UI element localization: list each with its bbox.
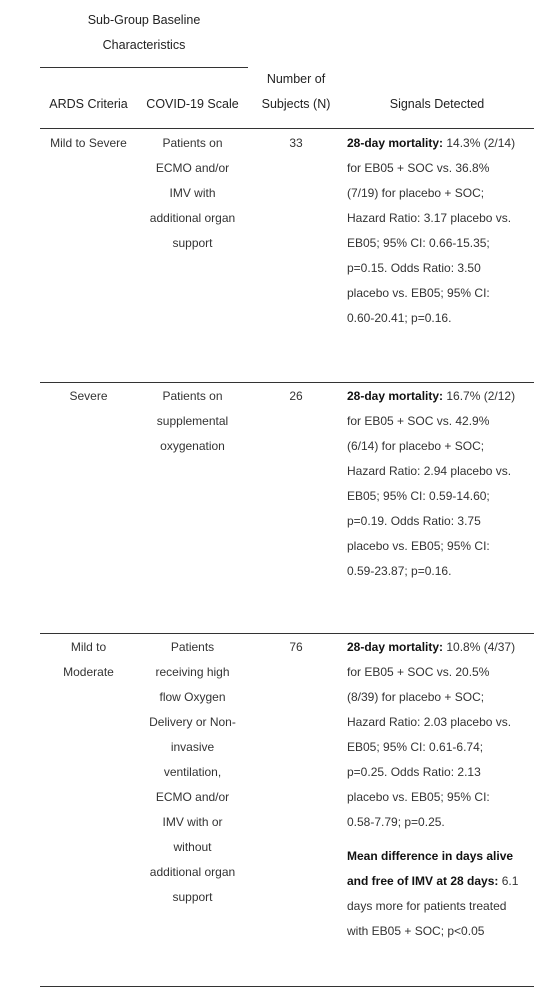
cell-line: Patients on xyxy=(162,136,223,150)
signal-line: (6/14) for placebo + SOC; xyxy=(347,439,485,453)
subgroup-header-rule xyxy=(40,67,248,68)
cell-signals-detected xyxy=(347,131,534,331)
cell-covid-scale xyxy=(137,384,248,459)
cell-number-of-subjects: 33 xyxy=(289,136,303,150)
column-header-number-line2: Subjects (N) xyxy=(261,97,331,111)
table-header-rule xyxy=(40,128,534,129)
cell-line: receiving high xyxy=(155,665,230,679)
signal-label: 28-day mortality: xyxy=(347,640,444,654)
signal-paragraph xyxy=(347,131,534,331)
cell-line: Mild to Severe xyxy=(50,136,127,150)
signal-line: EB05; 95% CI: 0.59-14.60; xyxy=(347,489,490,503)
cell-line: Moderate xyxy=(63,665,114,679)
signal-paragraph xyxy=(347,635,534,835)
cell-line: additional organ xyxy=(149,865,236,879)
cell-line: Patients on xyxy=(162,389,223,403)
signal-label: Mean difference in days alive and free of IMV at 28 days: xyxy=(347,849,514,888)
signal-line: 6.1 xyxy=(498,874,519,888)
cell-line: support xyxy=(172,236,213,250)
cell-covid-scale xyxy=(137,131,248,256)
cell-ards-criteria xyxy=(40,384,137,409)
signal-line: 16.7% (2/12) xyxy=(443,389,516,403)
cell-line: Mild to xyxy=(70,640,107,654)
signal-label: 28-day mortality: xyxy=(347,136,444,150)
table-bottom-rule xyxy=(40,986,534,987)
signal-line: placebo vs. EB05; 95% CI: xyxy=(347,539,490,553)
signal-line: for EB05 + SOC vs. 36.8% xyxy=(347,161,490,175)
cell-line: IMV with xyxy=(169,186,216,200)
signal-line: 0.59-23.87; p=0.16. xyxy=(347,564,452,578)
cell-line: ECMO and/or xyxy=(155,161,230,175)
signal-line: for EB05 + SOC vs. 20.5% xyxy=(347,665,490,679)
cell-line: flow Oxygen xyxy=(159,690,226,704)
cell-line: oxygenation xyxy=(160,439,225,453)
cell-covid-scale xyxy=(137,635,248,910)
column-header-signals-detected: Signals Detected xyxy=(389,97,485,111)
signal-line: placebo vs. EB05; 95% CI: xyxy=(347,286,490,300)
cell-line: without xyxy=(173,840,212,854)
signal-line: EB05; 95% CI: 0.61-6.74; xyxy=(347,740,484,754)
signal-paragraph xyxy=(347,384,534,584)
cell-line: Patients xyxy=(170,640,215,654)
signal-line: 10.8% (4/37) xyxy=(443,640,516,654)
cell-ards-criteria xyxy=(40,131,137,156)
cell-line: invasive xyxy=(170,740,215,754)
signal-line: Hazard Ratio: 2.94 placebo vs. xyxy=(347,464,512,478)
cell-line: ECMO and/or xyxy=(155,790,230,804)
cell-line: supplemental xyxy=(156,414,229,428)
cell-number-of-subjects: 26 xyxy=(289,389,303,403)
column-header-ards-criteria: ARDS Criteria xyxy=(49,97,128,111)
cell-line: Severe xyxy=(69,389,108,403)
subgroup-header-line1: Sub-Group Baseline xyxy=(87,13,201,27)
signal-line: (7/19) for placebo + SOC; xyxy=(347,186,485,200)
signal-line: for EB05 + SOC vs. 42.9% xyxy=(347,414,490,428)
cell-signals-detected xyxy=(347,635,534,944)
column-header-number-of-subjects xyxy=(250,67,342,117)
signal-line: EB05; 95% CI: 0.66-15.35; xyxy=(347,236,490,250)
cell-line: support xyxy=(172,890,213,904)
cell-line: additional organ xyxy=(149,211,236,225)
column-header-number-line1: Number of xyxy=(266,72,326,86)
signal-line: (8/39) for placebo + SOC; xyxy=(347,690,485,704)
table-row-rule xyxy=(40,382,534,383)
signal-line: 0.58-7.79; p=0.25. xyxy=(347,815,445,829)
signal-line: placebo vs. EB05; 95% CI: xyxy=(347,790,490,804)
cell-line: ventilation, xyxy=(163,765,222,779)
signal-paragraph xyxy=(347,844,534,944)
signal-line: p=0.15. Odds Ratio: 3.50 xyxy=(347,261,481,275)
signal-line: with EB05 + SOC; p<0.05 xyxy=(347,924,485,938)
signal-line: p=0.25. Odds Ratio: 2.13 xyxy=(347,765,481,779)
signal-line: days more for patients treated xyxy=(347,899,507,913)
signal-line: 0.60-20.41; p=0.16. xyxy=(347,311,452,325)
cell-line: IMV with or xyxy=(162,815,223,829)
signal-label: 28-day mortality: xyxy=(347,389,444,403)
cell-line: Delivery or Non- xyxy=(149,715,236,729)
column-header-covid-scale: COVID-19 Scale xyxy=(146,97,239,111)
cell-signals-detected xyxy=(347,384,534,584)
cell-ards-criteria xyxy=(40,635,137,685)
subgroup-header xyxy=(40,8,248,58)
signal-line: 14.3% (2/14) xyxy=(443,136,516,150)
signal-line: Hazard Ratio: 2.03 placebo vs. xyxy=(347,715,512,729)
table-row-rule xyxy=(40,633,534,634)
signal-line: Hazard Ratio: 3.17 placebo vs. xyxy=(347,211,512,225)
subgroup-header-line2: Characteristics xyxy=(102,38,186,52)
signal-line: p=0.19. Odds Ratio: 3.75 xyxy=(347,514,481,528)
cell-number-of-subjects: 76 xyxy=(289,640,303,654)
